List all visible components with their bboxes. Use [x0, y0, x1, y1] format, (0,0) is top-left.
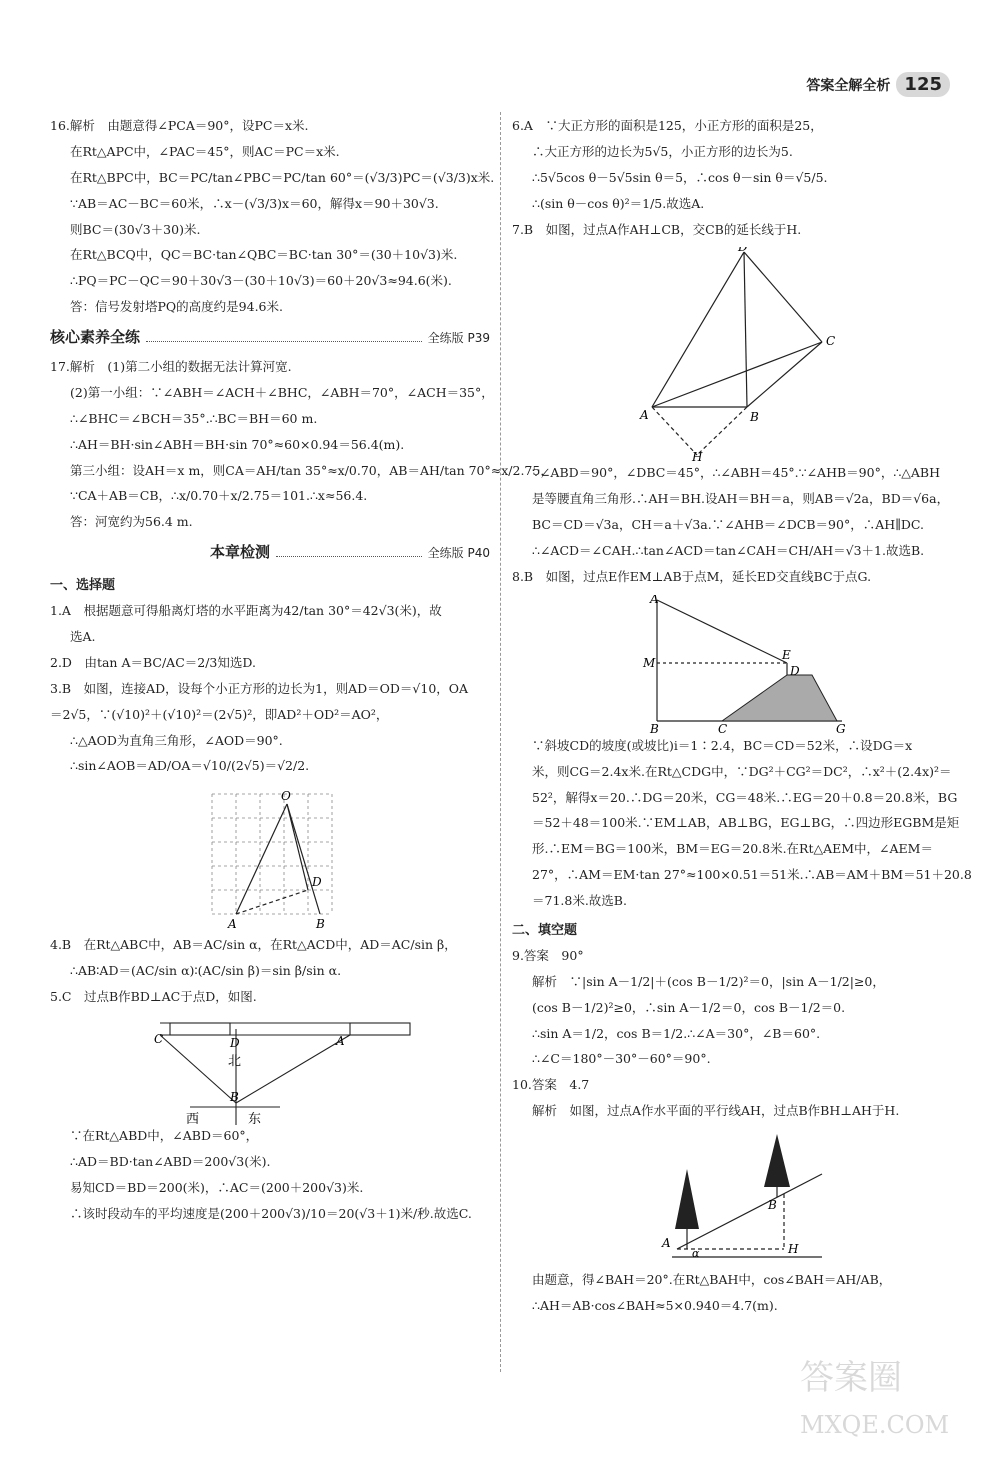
text-line: 解析 如图，过点A作水平面的平行线AH，过点B作BH⊥AH于H. — [532, 1103, 900, 1119]
text-line: 9.答案 90° — [512, 947, 584, 963]
label-b: B — [650, 721, 659, 735]
page-number: 125 — [896, 72, 950, 97]
label-e: E — [782, 647, 791, 662]
text-line: 则BC＝(30√3＋30)米. — [70, 221, 201, 237]
section-header — [50, 326, 490, 347]
label-g: G — [836, 721, 846, 735]
label-b: B — [316, 917, 325, 932]
text-line: (cos B－1/2)²≥0，∴sin A－1/2＝0，cos B－1/2＝0. — [532, 999, 846, 1015]
text-line: 由题意，得∠BAH＝20°.在Rt△BAH中，cos∠BAH＝AH/AB， — [532, 1272, 892, 1287]
text-line: ∴sin∠AOB＝AD/OA＝√10/(2√5)＝√2/2. — [70, 758, 310, 774]
text-line: 第三小组：设AH＝x m，则CA＝AH/tan 35°≈x/0.70，AB＝AH/tan 70°≈x/2.75， — [70, 462, 553, 478]
section-ref: 全练版 P39 — [427, 331, 490, 345]
text-line: BC＝CD＝√3a，CH＝a＋√3a.∵∠AHB＝∠DCB＝90°，∴AH∥DC. — [532, 517, 925, 533]
label-b: B — [230, 1089, 239, 1104]
label-b: B — [768, 1198, 777, 1212]
text-line: 4.B 在Rt△ABC中，AB＝AC/sin α，在Rt△ACD中，AD＝AC/sin β， — [50, 937, 457, 953]
text-line: (2)第一小组：∵∠ABH＝∠ACH＋∠BHC，∠ABH＝70°，∠ACH＝35°， — [70, 384, 494, 400]
problem-17 — [50, 359, 553, 531]
text-line: ∵∠ABD＝90°，∠DBC＝45°，∴∠ABH＝45°.∵∠AHB＝90°，∴△ABH — [532, 465, 940, 481]
label-d: D — [790, 663, 800, 678]
text-line: 2.D 由tan A＝BC/AC＝2/3知选D. — [50, 654, 256, 670]
text-line: 1.A 根据题意可得船离灯塔的水平距离为42/tan 30°＝42√3(米)，故 — [50, 603, 442, 619]
header-title: 答案全解全析 — [806, 77, 891, 94]
text-line: ∴AB∶AD＝(AC/sin α)∶(AC/sin β)＝sin β/sin α. — [70, 963, 342, 979]
label-c: C — [154, 1031, 164, 1046]
label-h: H — [788, 1242, 799, 1256]
text-line: 5.C 过点B作BD⊥AC于点D，如图. — [50, 989, 257, 1004]
text-line: ∴∠C＝180°－30°－60°＝90°. — [532, 1051, 711, 1067]
label-d: D — [738, 247, 748, 255]
label-east: 东 — [248, 1111, 262, 1125]
watermark-line2: MXQE.COM — [800, 1411, 950, 1439]
text-line: ∴∠ACD＝∠CAH.∴tan∠ACD＝tan∠CAH＝CH/AH＝√3＋1.故选B. — [532, 543, 925, 558]
label-h: H — [692, 450, 703, 463]
grid-figure — [50, 784, 490, 934]
text-line: ∴sin A＝1/2，cos B＝1/2.∴∠A＝30°，∠B＝60°. — [532, 1025, 821, 1041]
text-line: 3.B 如图，连接AD，设每个小正方形的边长为1，则AD＝OD＝√10，OA — [50, 680, 469, 696]
watermark — [790, 1341, 960, 1451]
label-a: A — [640, 408, 649, 423]
label-a: A — [650, 594, 659, 606]
text-line: ∴AH＝BH·sin∠ABH＝BH·sin 70°≈60×0.94＝56.4(m). — [70, 436, 405, 452]
text-line: 形.∴EM＝BG＝100米，BM＝EG＝20.8米.在Rt△AEM中，∠AEM＝ — [532, 841, 933, 857]
text-line: 10.答案 4.7 — [512, 1077, 590, 1093]
label-c: C — [718, 721, 728, 735]
tree-left-icon — [675, 1169, 699, 1229]
tree-right-icon — [764, 1134, 790, 1187]
text-line: 米，则CG＝2.4x米.在Rt△CDG中，∵DG²＋CG²＝DC²，∴x²＋(2.4x)²＝ — [532, 763, 952, 779]
text-line: 6.A ∵大正方形的面积是125，小正方形的面积是25， — [512, 118, 823, 133]
text-line: ＝52＋48＝100米.∵EM⊥AB，AB⊥BG，EG⊥BG，∴四边形EGBM是矩 — [532, 815, 960, 831]
tree-figure — [512, 1129, 952, 1269]
text-line: ∵AB＝AC－BC＝60米，∴x－(√3/3)x＝60，解得x＝90＋30√3. — [70, 195, 439, 211]
problem-16 — [50, 118, 495, 316]
label-a: A — [228, 917, 237, 932]
label-m: M — [643, 655, 656, 670]
text-line: ∴∠BHC＝∠BCH＝35°.∴BC＝BH＝60 m. — [70, 410, 318, 426]
text-line: ∴5√5cos θ－5√5sin θ＝5，∴cos θ－sin θ＝√5/5. — [532, 169, 828, 185]
subsection-title: 一、选择题 — [50, 578, 116, 594]
label-d: D — [312, 875, 322, 890]
label-north: 北 — [228, 1053, 242, 1069]
text-line: ∴该时段动车的平均速度是(200＋200√3)/10＝20(√3＋1)米/秒.故选C. — [70, 1205, 472, 1221]
right-column — [512, 118, 972, 1324]
watermark-line1: 答案圈 — [800, 1358, 902, 1398]
text-line: ∴PQ＝PC－QC＝90＋30√3－(30＋10√3)＝60＋20√3≈94.6(米). — [70, 273, 452, 289]
text-line: 17.解析 (1)第二小组的数据无法计算河宽. — [50, 359, 292, 374]
text-line: ∵斜坡CD的坡度(或坡比)i＝1∶2.4，BC＝CD＝52米，∴设DG＝x — [532, 737, 913, 753]
text-line: 解析 ∵|sin A－1/2|＋(cos B－1/2)²＝0，|sin A－1/2|≥0， — [532, 973, 885, 989]
text-line: 52²，解得x＝20.∴DG＝20米，CG＝48米.∴EG＝20＋0.8＝20.8米，BG — [532, 789, 958, 805]
column-divider — [500, 112, 501, 1372]
rail-figure — [50, 1015, 490, 1125]
text-line: 答：信号发射塔PQ的高度约是94.6米. — [70, 299, 283, 315]
label-o: O — [281, 789, 291, 804]
label-a: A — [336, 1033, 345, 1048]
section-title: 本章检测 — [210, 543, 271, 562]
text-line: 易知CD＝BD＝200(米)，∴AC＝(200＋200√3)米. — [70, 1179, 364, 1195]
text-line: ∴大正方形的边长为5√5，小正方形的边长为5. — [532, 143, 793, 159]
text-line: 在Rt△APC中，∠PAC＝45°，则AC＝PC＝x米. — [70, 143, 340, 159]
label-b: B — [750, 410, 759, 425]
text-line: 16.解析 由题意得∠PCA＝90°，设PC＝x米. — [50, 118, 309, 133]
text-line: ∴AD＝BD·tan∠ABD＝200√3(米). — [70, 1153, 271, 1169]
subsection-title: 二、填空题 — [512, 922, 578, 938]
section-title: 核心素养全练 — [50, 328, 141, 346]
text-line: 在Rt△BCQ中，QC＝BC·tan∠QBC＝BC·tan 30°＝(30＋10√3)米. — [70, 247, 458, 263]
slope-figure — [512, 595, 952, 735]
label-alpha: α — [692, 1247, 700, 1260]
text-line: 在Rt△BPC中，BC＝PC/tan∠PBC＝PC/tan 60°＝(√3/3)PC＝(√3/3)x米. — [70, 169, 495, 185]
label-c: C — [826, 334, 836, 349]
quad-figure — [512, 247, 952, 462]
text-line: ∴AH＝AB·cos∠BAH≈5×0.940＝4.7(m). — [532, 1297, 778, 1313]
text-line: 7.B 如图，过点A作AH⊥CB，交CB的延长线于H. — [512, 221, 802, 237]
text-line: 选A. — [70, 629, 96, 644]
text-line: ∵CA＋AB＝CB，∴x/0.70＋x/2.75＝101.∴x≈56.4. — [70, 488, 368, 504]
text-line: 27°，∴AM＝EM·tan 27°≈100×0.51＝51米.∴AB＝AM＋BM＝51＋20.8 — [532, 867, 972, 883]
section-ref: 全练版 P40 — [427, 546, 490, 561]
page-header — [806, 72, 950, 97]
label-west: 西 — [186, 1111, 200, 1125]
text-line: ＝71.8米.故选B. — [532, 893, 627, 908]
text-line: ∴(sin θ－cos θ)²＝1/5.故选A. — [532, 195, 705, 211]
section-header — [50, 541, 490, 562]
text-line: 是等腰直角三角形.∴AH＝BH.设AH＝BH＝a，则AB＝√2a，BD＝√6a， — [532, 491, 950, 507]
text-line: 8.B 如图，过点E作EM⊥AB于点M，延长ED交直线BC于点G. — [512, 568, 872, 584]
label-d: D — [230, 1035, 240, 1050]
text-line: 答：河宽约为56.4 m. — [70, 514, 193, 530]
text-line: ＝2√5，∵(√10)²＋(√10)²＝(2√5)²，即AD²＋OD²＝AO²， — [50, 706, 389, 722]
label-a: A — [662, 1236, 671, 1250]
text-line: ∵在Rt△ABD中，∠ABD＝60°， — [70, 1127, 259, 1143]
text-line: ∴△AOD为直角三角形，∠AOD＝90°. — [70, 732, 283, 748]
